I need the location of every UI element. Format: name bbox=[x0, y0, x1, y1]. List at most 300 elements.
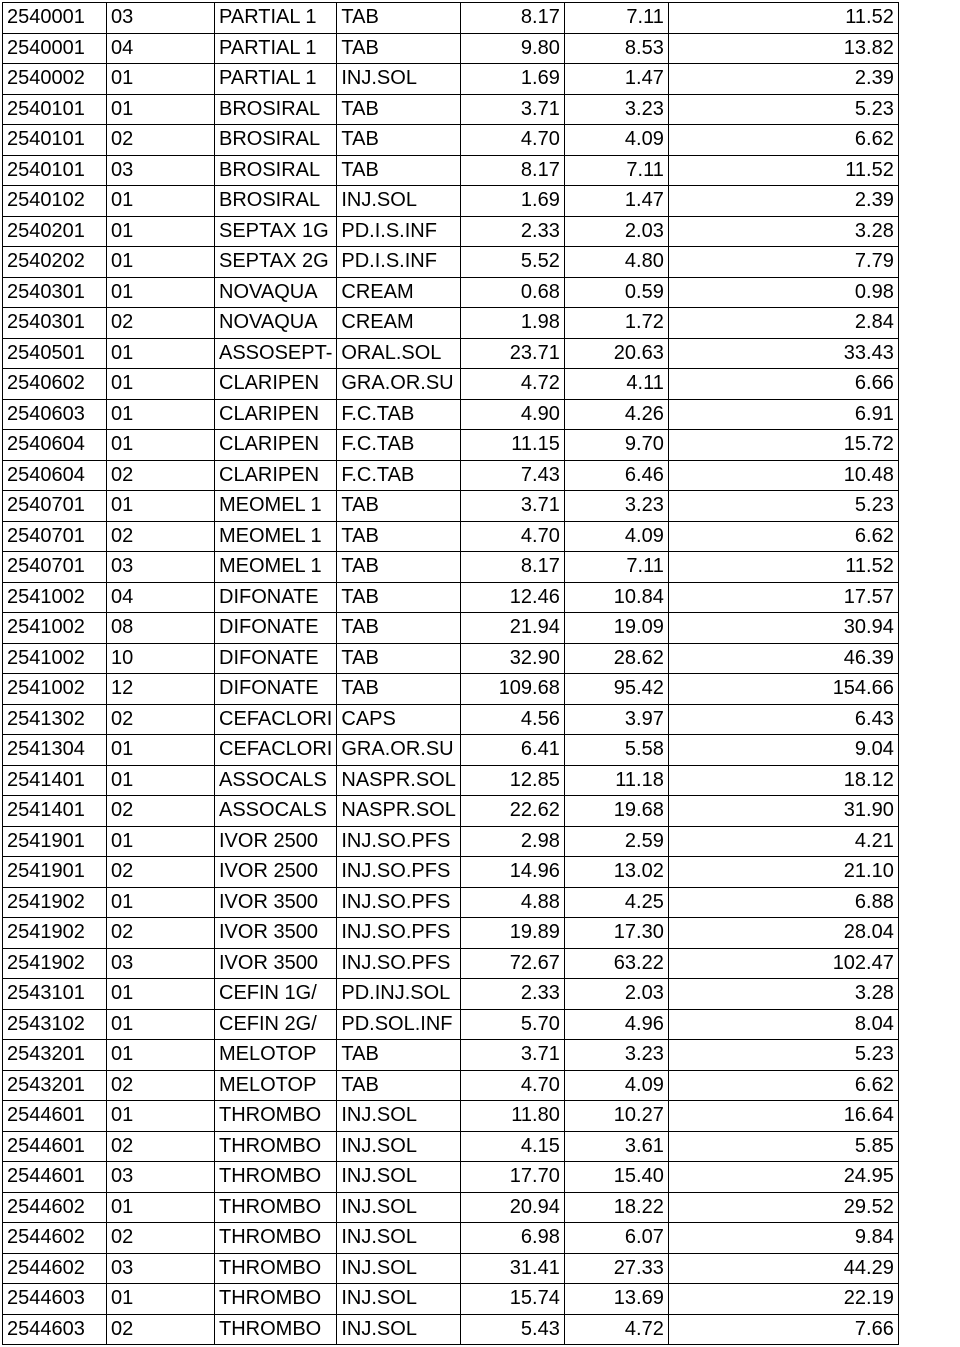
table-row bbox=[3, 460, 899, 491]
variant-code-cell: 01 bbox=[107, 887, 215, 918]
product-code-cell: 2541002 bbox=[3, 643, 107, 674]
price-b-cell: 1.47 bbox=[564, 186, 668, 217]
price-b-cell: 3.23 bbox=[564, 94, 668, 125]
variant-code-cell: 01 bbox=[107, 491, 215, 522]
product-code-cell: 2541901 bbox=[3, 826, 107, 857]
variant-code-cell: 01 bbox=[107, 1101, 215, 1132]
table-row bbox=[3, 338, 899, 369]
product-code-cell: 2543102 bbox=[3, 1009, 107, 1040]
price-c-cell: 11.52 bbox=[668, 552, 898, 583]
dosage-form-cell: TAB bbox=[337, 33, 460, 64]
variant-code-cell: 01 bbox=[107, 247, 215, 278]
product-name-cell: IVOR 3500 bbox=[215, 948, 337, 979]
dosage-form-cell: TAB bbox=[337, 613, 460, 644]
product-name-cell: NOVAQUA bbox=[215, 308, 337, 339]
product-name-cell: IVOR 3500 bbox=[215, 918, 337, 949]
product-code-cell: 2540701 bbox=[3, 521, 107, 552]
table-row bbox=[3, 399, 899, 430]
product-code-cell: 2543101 bbox=[3, 979, 107, 1010]
price-b-cell: 11.18 bbox=[564, 765, 668, 796]
dosage-form-cell: NASPR.SOL bbox=[337, 796, 460, 827]
price-c-cell: 24.95 bbox=[668, 1162, 898, 1193]
product-name-cell: IVOR 3500 bbox=[215, 887, 337, 918]
table-row bbox=[3, 216, 899, 247]
table-row bbox=[3, 1101, 899, 1132]
table-row bbox=[3, 1253, 899, 1284]
price-a-cell: 20.94 bbox=[460, 1192, 564, 1223]
dosage-form-cell: CREAM bbox=[337, 277, 460, 308]
price-b-cell: 63.22 bbox=[564, 948, 668, 979]
price-a-cell: 17.70 bbox=[460, 1162, 564, 1193]
price-b-cell: 5.58 bbox=[564, 735, 668, 766]
product-name-cell: MEOMEL 1 bbox=[215, 552, 337, 583]
price-a-cell: 8.17 bbox=[460, 552, 564, 583]
variant-code-cell: 02 bbox=[107, 1131, 215, 1162]
product-name-cell: CLARIPEN bbox=[215, 460, 337, 491]
price-a-cell: 109.68 bbox=[460, 674, 564, 705]
variant-code-cell: 03 bbox=[107, 1253, 215, 1284]
variant-code-cell: 01 bbox=[107, 338, 215, 369]
product-name-cell: THROMBO bbox=[215, 1131, 337, 1162]
price-b-cell: 13.02 bbox=[564, 857, 668, 888]
table-row bbox=[3, 369, 899, 400]
price-a-cell: 11.80 bbox=[460, 1101, 564, 1132]
variant-code-cell: 01 bbox=[107, 369, 215, 400]
price-b-cell: 2.03 bbox=[564, 979, 668, 1010]
price-c-cell: 4.21 bbox=[668, 826, 898, 857]
product-name-cell: THROMBO bbox=[215, 1162, 337, 1193]
product-code-cell: 2544601 bbox=[3, 1131, 107, 1162]
price-c-cell: 18.12 bbox=[668, 765, 898, 796]
dosage-form-cell: INJ.SOL bbox=[337, 1101, 460, 1132]
price-a-cell: 14.96 bbox=[460, 857, 564, 888]
price-b-cell: 4.09 bbox=[564, 1070, 668, 1101]
price-c-cell: 102.47 bbox=[668, 948, 898, 979]
price-b-cell: 4.09 bbox=[564, 125, 668, 156]
product-code-cell: 2540002 bbox=[3, 64, 107, 95]
product-name-cell: IVOR 2500 bbox=[215, 857, 337, 888]
table-row bbox=[3, 735, 899, 766]
dosage-form-cell: TAB bbox=[337, 491, 460, 522]
dosage-form-cell: CAPS bbox=[337, 704, 460, 735]
product-code-cell: 2541002 bbox=[3, 582, 107, 613]
product-code-cell: 2540301 bbox=[3, 308, 107, 339]
price-b-cell: 4.25 bbox=[564, 887, 668, 918]
price-c-cell: 29.52 bbox=[668, 1192, 898, 1223]
price-c-cell: 5.23 bbox=[668, 491, 898, 522]
product-code-cell: 2540603 bbox=[3, 399, 107, 430]
dosage-form-cell: TAB bbox=[337, 94, 460, 125]
dosage-form-cell: INJ.SO.PFS bbox=[337, 826, 460, 857]
price-c-cell: 15.72 bbox=[668, 430, 898, 461]
price-a-cell: 4.70 bbox=[460, 125, 564, 156]
dosage-form-cell: CREAM bbox=[337, 308, 460, 339]
product-name-cell: MELOTOP bbox=[215, 1070, 337, 1101]
product-code-cell: 2541902 bbox=[3, 887, 107, 918]
product-code-cell: 2540202 bbox=[3, 247, 107, 278]
price-a-cell: 21.94 bbox=[460, 613, 564, 644]
price-c-cell: 22.19 bbox=[668, 1284, 898, 1315]
price-b-cell: 20.63 bbox=[564, 338, 668, 369]
variant-code-cell: 01 bbox=[107, 1284, 215, 1315]
price-a-cell: 1.69 bbox=[460, 64, 564, 95]
dosage-form-cell: INJ.SOL bbox=[337, 64, 460, 95]
variant-code-cell: 03 bbox=[107, 155, 215, 186]
table-row bbox=[3, 796, 899, 827]
dosage-form-cell: INJ.SO.PFS bbox=[337, 918, 460, 949]
price-a-cell: 23.71 bbox=[460, 338, 564, 369]
product-code-cell: 2540101 bbox=[3, 94, 107, 125]
product-code-cell: 2540101 bbox=[3, 155, 107, 186]
variant-code-cell: 03 bbox=[107, 3, 215, 34]
product-name-cell: DIFONATE bbox=[215, 613, 337, 644]
product-code-cell: 2540501 bbox=[3, 338, 107, 369]
variant-code-cell: 03 bbox=[107, 1162, 215, 1193]
price-a-cell: 72.67 bbox=[460, 948, 564, 979]
price-b-cell: 3.61 bbox=[564, 1131, 668, 1162]
variant-code-cell: 02 bbox=[107, 796, 215, 827]
price-c-cell: 9.84 bbox=[668, 1223, 898, 1254]
price-table bbox=[2, 2, 899, 1345]
variant-code-cell: 01 bbox=[107, 399, 215, 430]
variant-code-cell: 08 bbox=[107, 613, 215, 644]
table-row bbox=[3, 64, 899, 95]
table-row bbox=[3, 1284, 899, 1315]
price-c-cell: 5.23 bbox=[668, 1040, 898, 1071]
product-code-cell: 2544603 bbox=[3, 1314, 107, 1345]
dosage-form-cell: F.C.TAB bbox=[337, 399, 460, 430]
product-code-cell: 2541304 bbox=[3, 735, 107, 766]
table-row bbox=[3, 155, 899, 186]
dosage-form-cell: INJ.SOL bbox=[337, 1253, 460, 1284]
price-b-cell: 28.62 bbox=[564, 643, 668, 674]
product-name-cell: BROSIRAL bbox=[215, 186, 337, 217]
product-name-cell: CLARIPEN bbox=[215, 369, 337, 400]
price-a-cell: 8.17 bbox=[460, 3, 564, 34]
product-name-cell: DIFONATE bbox=[215, 674, 337, 705]
price-c-cell: 33.43 bbox=[668, 338, 898, 369]
table-row bbox=[3, 33, 899, 64]
product-name-cell: THROMBO bbox=[215, 1253, 337, 1284]
price-a-cell: 32.90 bbox=[460, 643, 564, 674]
price-b-cell: 2.03 bbox=[564, 216, 668, 247]
table-row bbox=[3, 857, 899, 888]
dosage-form-cell: INJ.SOL bbox=[337, 186, 460, 217]
dosage-form-cell: INJ.SO.PFS bbox=[337, 887, 460, 918]
price-c-cell: 16.64 bbox=[668, 1101, 898, 1132]
variant-code-cell: 02 bbox=[107, 1223, 215, 1254]
dosage-form-cell: INJ.SOL bbox=[337, 1162, 460, 1193]
price-a-cell: 31.41 bbox=[460, 1253, 564, 1284]
table-row bbox=[3, 247, 899, 278]
price-b-cell: 8.53 bbox=[564, 33, 668, 64]
price-a-cell: 0.68 bbox=[460, 277, 564, 308]
price-b-cell: 6.46 bbox=[564, 460, 668, 491]
product-code-cell: 2540701 bbox=[3, 491, 107, 522]
price-b-cell: 4.80 bbox=[564, 247, 668, 278]
table-row bbox=[3, 1314, 899, 1345]
dosage-form-cell: INJ.SOL bbox=[337, 1284, 460, 1315]
product-code-cell: 2541902 bbox=[3, 918, 107, 949]
variant-code-cell: 02 bbox=[107, 308, 215, 339]
price-a-cell: 4.56 bbox=[460, 704, 564, 735]
table-row bbox=[3, 582, 899, 613]
price-b-cell: 4.09 bbox=[564, 521, 668, 552]
dosage-form-cell: PD.I.S.INF bbox=[337, 216, 460, 247]
dosage-form-cell: GRA.OR.SU bbox=[337, 735, 460, 766]
product-code-cell: 2540001 bbox=[3, 3, 107, 34]
price-b-cell: 10.84 bbox=[564, 582, 668, 613]
product-code-cell: 2541401 bbox=[3, 796, 107, 827]
price-a-cell: 1.69 bbox=[460, 186, 564, 217]
product-name-cell: PARTIAL 1 bbox=[215, 64, 337, 95]
variant-code-cell: 03 bbox=[107, 948, 215, 979]
price-b-cell: 4.26 bbox=[564, 399, 668, 430]
price-a-cell: 4.15 bbox=[460, 1131, 564, 1162]
dosage-form-cell: TAB bbox=[337, 3, 460, 34]
table-row bbox=[3, 1131, 899, 1162]
table-row bbox=[3, 826, 899, 857]
variant-code-cell: 02 bbox=[107, 918, 215, 949]
price-c-cell: 2.39 bbox=[668, 186, 898, 217]
product-code-cell: 2541901 bbox=[3, 857, 107, 888]
product-code-cell: 2540602 bbox=[3, 369, 107, 400]
table-row bbox=[3, 277, 899, 308]
variant-code-cell: 01 bbox=[107, 186, 215, 217]
table-row bbox=[3, 674, 899, 705]
price-b-cell: 3.97 bbox=[564, 704, 668, 735]
price-b-cell: 7.11 bbox=[564, 3, 668, 34]
table-row bbox=[3, 94, 899, 125]
price-b-cell: 3.23 bbox=[564, 491, 668, 522]
price-c-cell: 6.62 bbox=[668, 1070, 898, 1101]
price-c-cell: 6.62 bbox=[668, 521, 898, 552]
dosage-form-cell: TAB bbox=[337, 521, 460, 552]
product-code-cell: 2544602 bbox=[3, 1223, 107, 1254]
price-a-cell: 4.72 bbox=[460, 369, 564, 400]
product-name-cell: SEPTAX 1G bbox=[215, 216, 337, 247]
product-name-cell: NOVAQUA bbox=[215, 277, 337, 308]
variant-code-cell: 02 bbox=[107, 521, 215, 552]
price-c-cell: 6.62 bbox=[668, 125, 898, 156]
price-b-cell: 15.40 bbox=[564, 1162, 668, 1193]
product-name-cell: CLARIPEN bbox=[215, 399, 337, 430]
price-b-cell: 10.27 bbox=[564, 1101, 668, 1132]
table-row bbox=[3, 948, 899, 979]
variant-code-cell: 02 bbox=[107, 125, 215, 156]
price-c-cell: 154.66 bbox=[668, 674, 898, 705]
price-c-cell: 46.39 bbox=[668, 643, 898, 674]
variant-code-cell: 01 bbox=[107, 765, 215, 796]
price-b-cell: 19.09 bbox=[564, 613, 668, 644]
variant-code-cell: 01 bbox=[107, 735, 215, 766]
table-row bbox=[3, 643, 899, 674]
price-c-cell: 8.04 bbox=[668, 1009, 898, 1040]
price-a-cell: 2.33 bbox=[460, 216, 564, 247]
product-name-cell: MEOMEL 1 bbox=[215, 521, 337, 552]
price-a-cell: 4.90 bbox=[460, 399, 564, 430]
price-a-cell: 8.17 bbox=[460, 155, 564, 186]
product-name-cell: BROSIRAL bbox=[215, 94, 337, 125]
table-row bbox=[3, 613, 899, 644]
price-a-cell: 5.52 bbox=[460, 247, 564, 278]
price-a-cell: 7.43 bbox=[460, 460, 564, 491]
product-code-cell: 2540101 bbox=[3, 125, 107, 156]
variant-code-cell: 01 bbox=[107, 979, 215, 1010]
variant-code-cell: 04 bbox=[107, 582, 215, 613]
dosage-form-cell: TAB bbox=[337, 1040, 460, 1071]
price-a-cell: 3.71 bbox=[460, 1040, 564, 1071]
price-c-cell: 13.82 bbox=[668, 33, 898, 64]
price-b-cell: 9.70 bbox=[564, 430, 668, 461]
dosage-form-cell: NASPR.SOL bbox=[337, 765, 460, 796]
dosage-form-cell: PD.INJ.SOL bbox=[337, 979, 460, 1010]
dosage-form-cell: INJ.SOL bbox=[337, 1314, 460, 1345]
table-row bbox=[3, 979, 899, 1010]
dosage-form-cell: ORAL.SOL bbox=[337, 338, 460, 369]
price-b-cell: 27.33 bbox=[564, 1253, 668, 1284]
variant-code-cell: 01 bbox=[107, 1040, 215, 1071]
product-name-cell: ASSOCALS bbox=[215, 765, 337, 796]
price-c-cell: 30.94 bbox=[668, 613, 898, 644]
table-row bbox=[3, 308, 899, 339]
price-a-cell: 3.71 bbox=[460, 94, 564, 125]
dosage-form-cell: INJ.SOL bbox=[337, 1131, 460, 1162]
product-name-cell: CEFIN 1G/ bbox=[215, 979, 337, 1010]
price-a-cell: 4.70 bbox=[460, 521, 564, 552]
table-row bbox=[3, 704, 899, 735]
dosage-form-cell: PD.SOL.INF bbox=[337, 1009, 460, 1040]
dosage-form-cell: TAB bbox=[337, 155, 460, 186]
price-b-cell: 13.69 bbox=[564, 1284, 668, 1315]
price-a-cell: 15.74 bbox=[460, 1284, 564, 1315]
product-code-cell: 2543201 bbox=[3, 1040, 107, 1071]
product-name-cell: THROMBO bbox=[215, 1101, 337, 1132]
table-row bbox=[3, 1070, 899, 1101]
table-row bbox=[3, 186, 899, 217]
product-code-cell: 2541002 bbox=[3, 613, 107, 644]
variant-code-cell: 02 bbox=[107, 460, 215, 491]
price-b-cell: 1.47 bbox=[564, 64, 668, 95]
table-row bbox=[3, 552, 899, 583]
table-row bbox=[3, 3, 899, 34]
variant-code-cell: 01 bbox=[107, 216, 215, 247]
dosage-form-cell: TAB bbox=[337, 1070, 460, 1101]
variant-code-cell: 02 bbox=[107, 704, 215, 735]
product-code-cell: 2543201 bbox=[3, 1070, 107, 1101]
price-a-cell: 11.15 bbox=[460, 430, 564, 461]
price-a-cell: 1.98 bbox=[460, 308, 564, 339]
dosage-form-cell: GRA.OR.SU bbox=[337, 369, 460, 400]
price-b-cell: 3.23 bbox=[564, 1040, 668, 1071]
variant-code-cell: 01 bbox=[107, 430, 215, 461]
variant-code-cell: 01 bbox=[107, 277, 215, 308]
product-name-cell: THROMBO bbox=[215, 1223, 337, 1254]
variant-code-cell: 04 bbox=[107, 33, 215, 64]
table-row bbox=[3, 125, 899, 156]
table-row bbox=[3, 491, 899, 522]
price-c-cell: 6.43 bbox=[668, 704, 898, 735]
product-code-cell: 2541002 bbox=[3, 674, 107, 705]
price-b-cell: 19.68 bbox=[564, 796, 668, 827]
product-name-cell: THROMBO bbox=[215, 1192, 337, 1223]
price-c-cell: 17.57 bbox=[668, 582, 898, 613]
product-name-cell: DIFONATE bbox=[215, 643, 337, 674]
table-row bbox=[3, 1040, 899, 1071]
product-code-cell: 2540102 bbox=[3, 186, 107, 217]
price-c-cell: 5.23 bbox=[668, 94, 898, 125]
price-b-cell: 0.59 bbox=[564, 277, 668, 308]
price-b-cell: 1.72 bbox=[564, 308, 668, 339]
price-a-cell: 2.98 bbox=[460, 826, 564, 857]
dosage-form-cell: INJ.SO.PFS bbox=[337, 857, 460, 888]
price-c-cell: 6.91 bbox=[668, 399, 898, 430]
product-name-cell: MELOTOP bbox=[215, 1040, 337, 1071]
table-row bbox=[3, 765, 899, 796]
variant-code-cell: 01 bbox=[107, 826, 215, 857]
price-b-cell: 95.42 bbox=[564, 674, 668, 705]
product-code-cell: 2541401 bbox=[3, 765, 107, 796]
product-name-cell: CEFACLORI bbox=[215, 735, 337, 766]
price-a-cell: 5.43 bbox=[460, 1314, 564, 1345]
table-row bbox=[3, 887, 899, 918]
price-c-cell: 2.84 bbox=[668, 308, 898, 339]
product-name-cell: MEOMEL 1 bbox=[215, 491, 337, 522]
price-c-cell: 6.88 bbox=[668, 887, 898, 918]
table-row bbox=[3, 918, 899, 949]
table-row bbox=[3, 1162, 899, 1193]
price-a-cell: 3.71 bbox=[460, 491, 564, 522]
product-name-cell: THROMBO bbox=[215, 1284, 337, 1315]
product-code-cell: 2540604 bbox=[3, 460, 107, 491]
table-row bbox=[3, 1223, 899, 1254]
price-c-cell: 28.04 bbox=[668, 918, 898, 949]
price-b-cell: 6.07 bbox=[564, 1223, 668, 1254]
product-code-cell: 2544601 bbox=[3, 1101, 107, 1132]
product-name-cell: CEFACLORI bbox=[215, 704, 337, 735]
product-name-cell: DIFONATE bbox=[215, 582, 337, 613]
price-a-cell: 4.70 bbox=[460, 1070, 564, 1101]
product-code-cell: 2540301 bbox=[3, 277, 107, 308]
product-name-cell: ASSOCALS bbox=[215, 796, 337, 827]
variant-code-cell: 02 bbox=[107, 1314, 215, 1345]
table-row bbox=[3, 521, 899, 552]
table-row bbox=[3, 430, 899, 461]
product-code-cell: 2540604 bbox=[3, 430, 107, 461]
product-name-cell: ASSOSEPT- bbox=[215, 338, 337, 369]
price-a-cell: 6.41 bbox=[460, 735, 564, 766]
table-body bbox=[3, 3, 899, 1345]
price-c-cell: 0.98 bbox=[668, 277, 898, 308]
dosage-form-cell: F.C.TAB bbox=[337, 460, 460, 491]
price-b-cell: 4.96 bbox=[564, 1009, 668, 1040]
price-b-cell: 18.22 bbox=[564, 1192, 668, 1223]
product-code-cell: 2540201 bbox=[3, 216, 107, 247]
product-code-cell: 2544603 bbox=[3, 1284, 107, 1315]
product-name-cell: CEFIN 2G/ bbox=[215, 1009, 337, 1040]
price-a-cell: 12.46 bbox=[460, 582, 564, 613]
variant-code-cell: 03 bbox=[107, 552, 215, 583]
price-b-cell: 17.30 bbox=[564, 918, 668, 949]
dosage-form-cell: TAB bbox=[337, 125, 460, 156]
price-c-cell: 7.79 bbox=[668, 247, 898, 278]
dosage-form-cell: TAB bbox=[337, 552, 460, 583]
product-code-cell: 2540001 bbox=[3, 33, 107, 64]
price-c-cell: 5.85 bbox=[668, 1131, 898, 1162]
product-name-cell: PARTIAL 1 bbox=[215, 33, 337, 64]
dosage-form-cell: PD.I.S.INF bbox=[337, 247, 460, 278]
price-a-cell: 6.98 bbox=[460, 1223, 564, 1254]
